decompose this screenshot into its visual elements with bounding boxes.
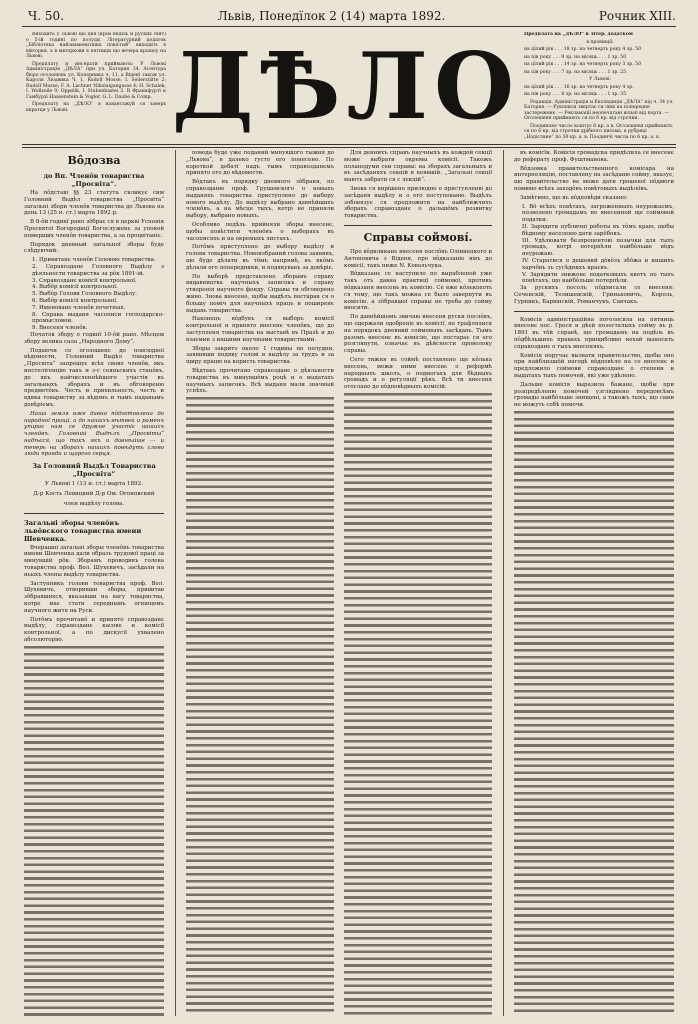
signature-roles: член выдѣлу голова. — [63, 500, 125, 507]
paragraph: Замѣтимо, що въ вôдповѣди сказано: — [520, 194, 628, 201]
advertising-notice: Предплату и инсерати приймають: У Львові Адміністрація „ДѢЛА“ при ул. Батория 34. Агентура бюро оголошень ул. Коперника ч. 11, а Віденї також ул. Кароля Людвика Ч. 1, Rudolf Mosse, I. Seilerstätte 2; Rudolf Mosse; F. A. Lachner Nikolaigangasse 4; H. Schalek, I. Wollzeile 9; Oppelik, I. Stubenbastei 2. В Франкфуртї и Гамбурзї Haasenstein & Vogler, G. L. Daube & Comp. — [26, 61, 166, 100]
price-subheading: в провінції: — [586, 39, 614, 45]
agenda-item: 6. Выбôр комісії контрольної. — [32, 297, 118, 304]
paragraph: На пôдставі §§ 23 статута скликує сим Головний Выдѣл товариства „Просвіта“ загальні збори членôв товариства до Львова на день 13 (25 н. ст.) марта 1892 р. — [24, 190, 164, 217]
paragraph: Потôмъ приступлено до выбору выдѣлу и голови товариства. Новоизбраний голова заявивъ, що буде дѣлати въ тôмъ напрямѣ, въ якôмъ дѣлали его попередники, и подякувавъ за довѣріє. — [186, 244, 334, 271]
paragraph: Для деннихъ справъ научныхъ въ кождой секції може выбрати окремы комісії. Такожъ поланодуми сеи справы: на зборахъ загальныхъ и въ засѣданяхъ секцій в воявшій. „Загальні секції мають забрати ся с лєкцій“. — [344, 150, 492, 184]
signature-names: Д-р Кость Левицкий Д-р Ом. Огоновский — [33, 491, 155, 498]
column-2 — [186, 150, 334, 1016]
price-line: на пів року . . . 9 зр. на місяць . . . 1 зр. 50 — [524, 54, 627, 60]
price-line: на цїлий рік . . . 16 зр. на четверть року 4 зр. — [524, 84, 634, 90]
masthead-left-notice — [26, 32, 166, 142]
paragraph: Комісія адміністраційна поголосила на пятниць внесенє пос. Грося и дѣєй позосталыхъ сойму въ р. 1891 въ тôй справѣ, що громадамъ на подѣль въ пôдбѣльшихъ правахъ прищибливо нехай выносить справозданє о тыхъ внесеняхъ. — [514, 316, 674, 350]
column-separator — [503, 150, 504, 1016]
top-line — [28, 8, 676, 24]
signature-place: У Львові 1 (13 н. ст.) марта 1892. — [45, 481, 143, 488]
paragraph: Наша земля вже давно пôдготовлена до народної пращі, а до нашихъ вѣтвей и раменъ упирає нам се дружне участіє нашихъ членôвъ. Головний Выдѣлъ „Просвіты“ надѣєся, що такъ якъ и давнѣйше — и теперь на зборахъ нашихъ повѣдуть слово люди правди и щирого серця. — [24, 410, 164, 458]
price-line: на пів року . . . 7 зр. на місяць . . . 1 зр. 25 — [524, 69, 627, 75]
paragraph: В 8-ôй годинї рано зôбрає ся в церкві Успенія Пресвятої Богородицї Богослуженє за упокой померших членôв товариства, а за процвітаніє. — [24, 219, 164, 239]
volume-number: Рочник XIII. — [598, 9, 676, 23]
paragraph: Особливо подѣль прийняли зборы внесенє, щобы повѣстити членôвъ о выборахъ въ часописяхъ и на окремыхъ листахъ. — [186, 221, 334, 242]
list-item: I. Вô всѣхъ повѣтахъ, загроженныхъ неурожаємъ, позволено громадамъ не внесенной ще соймовой податки. — [522, 203, 674, 224]
paragraph: въ комісїи. Комісія громадска придѣлила се внесенє до реферату проф. Фуштманова. — [514, 150, 674, 163]
column-3 — [344, 150, 492, 1016]
publication-notice: Виходить у Львові що дня (крім недїль и руских свят) о 5-ій годинї по полуди. Літературний додаток „Бібліотека найзнаменитших повістий“ виходить в вівторки, а в мвторкови в пятници що вечера крашоу на Львові. — [26, 32, 166, 59]
price-line: на цїлий рік . . . 18 зр. на четверть року 4 зр. 50 — [524, 47, 642, 52]
section-divider — [514, 311, 674, 312]
price-line: на цїлий рік . . . 14 зр. на четверть року 3 зр. 50 — [524, 62, 642, 67]
paragraph: Вôдказанє се наступило по вырабленой уже такъ отъ давна практицї соймової, противъ вôдказаня внесень въ комісію. Се вже кôлькохоть ся тому, що такъ можна се было завернути въ комісію, а зôбравшої справы не треба до сойму вносити. — [344, 271, 492, 312]
agenda-item: 1. Привитанє членôв Головою товариства. — [32, 257, 156, 264]
text-continuation — [514, 411, 674, 1016]
signature-heading: За Головний Выдѣл Товариства „Просвіта“ — [32, 462, 156, 479]
agenda-item: 3. Справозданє комісії контрольної. — [32, 277, 137, 284]
text-continuation — [24, 646, 164, 1016]
editorial-notice: Редакція, Адміністрація и Експедиція „ДѢЛА“ під ч. 34 ул. Батория. — Рукописи звертає ся лиш на попередне застереженє. — Рекламації неопечатані вільні від порта. — Оголошеня приймають ся по 6 кр. від строчки. — [524, 99, 674, 121]
list-item: IV. Старатися о дешевий дôвôзъ збôжа и иншихъ харчôвъ зъ сусѣднихъ краєвъ. — [522, 257, 674, 271]
issue-number: Ч. 50. — [28, 9, 64, 23]
section-divider — [344, 225, 492, 226]
paragraph: Заступникъ голови товариства проф. Вол. Шухевичъ, отворивши зборы, привитав зôбравшихся, вказавши на вагу товариства, котре має стати середнымъ огнищемъ научного житя на Руси. — [24, 580, 164, 614]
paragraph: Початок зборy о годинї 10-ôй рано. Мѣсцем зборy велика сала „Народного Дому“. — [24, 331, 164, 345]
top-rule — [22, 26, 676, 27]
paragraph: Знова ся вирішено прилюдно о приступленю до засѣданя выдѣлу и о его поступованю. Выдѣлъ зобовязує ся предложити на найближчихъ зборахъ справозданє о дальшôмъ розвитку товариства. — [344, 185, 492, 220]
masthead-rule-double — [22, 147, 676, 148]
column-1 — [24, 150, 164, 1016]
section-divider — [24, 513, 164, 514]
paragraph: Потôмъ прочитанό и принято справозданє выдѣлу, справозданє касове и комісії контрольної, а по дискусії ухвалено абсолюторію. — [24, 616, 164, 644]
dateline: Львів, Понедїлок 2 (14) марта 1892. — [217, 9, 446, 23]
column-4 — [514, 150, 674, 1016]
newspaper-title: ДѢЛО — [171, 32, 521, 140]
agenda-item: 4. Выбôр комісії контрольної. — [32, 284, 118, 291]
article-heading: Загальні зборы членôвъ львôвского товариства имени Шевченка. — [24, 518, 142, 543]
paragraph: Подаючи се оголошенє до повсюдної вѣдомости, Головний Выдѣл товариства „Просвіта“ запрошує всѣх своих членôв, якъ инстелігенцію такъ и з-с сеяньскихъ станôвъ, до якъ найчисленнѣйшого участія въ загальныхъ зборахъ и въ обговореню предметôвъ. Честь и прихильность, честь и вдяка товариству за вѣдомъ и тымъ наданымъ довѣріємъ. — [24, 347, 164, 408]
paragraph: Комісія поручає вызвати правительство, щобы оно при найблизшôй нагодѣ вôдповѣло на се внесенє и предложило соймови справозданє о степени и выдатахъ тыхъ помочей, які уже удѣлено. — [514, 352, 674, 379]
price-line: на пів року . . . 8 зр. на місяць . . . 1 зр. 35 — [524, 92, 627, 97]
text-continuation — [186, 397, 334, 1016]
paragraph: Зборы закрито около 1 годины по полудни, заявивши подяку голові и выдѣлу за трудъ и за щиру працю на користь товариства. — [186, 345, 334, 366]
agenda-item: 2. Справозданє Головного Выдѣлу з дѣяльности товариства за рôк 1891-ій. — [32, 263, 164, 277]
agenda-item: 8. Справа выданя часописи господарско-промысловои. — [32, 311, 164, 325]
paragraph: Дальше комісія выразила бажанє, щобы при розпредѣленю помочей узгляднено передовсѣмъ громады найбôльше знищені, а такожъ тыхъ, що сами не можуть собѣ помочи. — [514, 381, 674, 409]
article-subheading: до Вп. Членôв товариства „Просвіта“. — [43, 172, 145, 188]
paragraph: повода буде уже поданий минувшого тыжня до „Львова“, в далеко густо его понесено. По короткой дебатї надъ тымъ справозданємъ принято его до вѣдомости. — [186, 150, 334, 177]
masthead-logo — [171, 32, 521, 140]
price-notice: Поодиноке число коштує 6 кр. а в. Оголошеня приймають ся по 6 кр. від строчки дрібного письма, в рубриці „Надіслане“ по 30 кр. а. в. Поодинчі числа по 6 кр. а. в. — [524, 123, 673, 140]
paragraph: По давнѣйшомъ звичаю внесеня руски послôвъ, що одержали одобреніє въ комісії, не трафлялися на порядокъ дневний соймовыхъ засѣдань. Тымъ разомъ внесенє въ комісію, що постарає ся его розглянути, означає въ дѣйсности проволоку справы. — [344, 314, 492, 355]
text-continuation — [344, 393, 492, 1016]
paragraph: Вôдтакъ въ порядку дневного зôбраня, по справозданю проф. Грушевского о новыхъ выданяхъ товариства приступлено до выбору нового выдѣлу. До выдѣлу выбрано давнѣйшихъ членôвъ, а на мѣсце тыхъ, котрі не приняли выбору, выбрано новыхъ. — [186, 179, 334, 220]
masthead-right-notice — [524, 32, 676, 142]
subscription-notice: Предплату на „ДѢЛО“ в навантажуй ся заверх вкратци у Львові. — [26, 102, 166, 113]
article-heading: Вôдозва — [67, 154, 121, 167]
paragraph: Порядок дневный загальної зборы буде слѣдуючий: — [24, 241, 164, 255]
paragraph: За рускихъ посолъ пôдписали се внесеня: Сеченскій, Телишевскій, Гриньковичъ, Король, Гурникъ, Барвінскій, Романчукъ, Савчакъ. — [514, 285, 674, 305]
price-heading: Предплата на „ДѢЛО“ в літер. додатком — [524, 32, 633, 37]
agenda-item: 5. Выбôр Голови Головного Выдѣлу. — [32, 291, 137, 298]
paragraph: Вôдзовка правительственного комісара на интерпеляцію, поставлену на засѣданю сойму, вказує, що правительство не може дати грошевої пôдмоги помимо всѣхъ заходôвъ повѣтовыхъ выдѣлôвъ. — [514, 165, 674, 192]
masthead-rule — [22, 144, 676, 145]
paragraph: Про вôдкликанє внесеня послôвъ Оліинецкого и Антоновича з Віденя, про вôдказаніе имъ до комісії, такъ ниже N. Ковальчука. — [344, 248, 492, 269]
list-item: II. Зарядити публичні роботы въ тôмъ краю, щобы бѣдному населеню дати зарôбокъ. — [522, 223, 674, 237]
paragraph: Вчерашні загальні зборы членôвъ товариства имени Шевченка дали образъ трудової праці за минувшій рôк. Зборамъ проводивъ голова товариства проф. Вол. Шухевичъ, засѣдали на ньыхъ члены выдѣлу товариства. — [24, 544, 164, 578]
paragraph: Сего тижня въ соймѣ поставлено ще кôлька внесень, межи ними внесенє о реформѣ народныхъ школъ, о подмогахъ для бѣдныхъ громадъ и о реґуляції рѣкъ. Всѣ ти внесеня отослано до вôдповѣдныхъ комісій. — [344, 356, 492, 391]
list-item: III. Удѣлювати безпроцентові позычки для тыхъ громадъ, котрі потерпѣли найбôльше вôдъ неурожаю. — [522, 237, 674, 258]
list-item: V. Зарядити зниженє податковыхъ квотъ по тыхъ повѣтахъ, що найбôльше потерпѣли. — [522, 271, 674, 285]
paragraph: Вѣдтакъ прочитано справозданє о дѣяльности товариства въ минувшôмъ роцѣ и о выдатахъ научныхъ записокъ. Всѣ выданя мали значный успѣхъ. — [186, 367, 334, 395]
agenda-item: 9. Внесеня членôв. — [32, 325, 88, 332]
article-heading: Справы соймовí. — [363, 230, 473, 244]
agenda-item: 7. Именованє членôв почетных. — [32, 304, 126, 311]
paragraph: По выборѣ представлено зборамъ справу видавництва научныхъ записокъ и справу утворенія научного фонду. Справы ти обговорено живо. Знова внесено, щобы выдѣлъ постарав ся о більшу поміч для научныхъ працъ и поширенє выдань товариства. — [186, 273, 334, 314]
column-separator — [175, 150, 176, 1016]
price-line: У Львові: — [588, 77, 612, 82]
paragraph: Наконецъ вôдбувъ ся выборъ комісії контрольної и принято внесенє членôвъ, що до заступленя товариства на выставѣ въ Празѣ и до взаємин з иншими научными товариствами. — [186, 316, 334, 343]
